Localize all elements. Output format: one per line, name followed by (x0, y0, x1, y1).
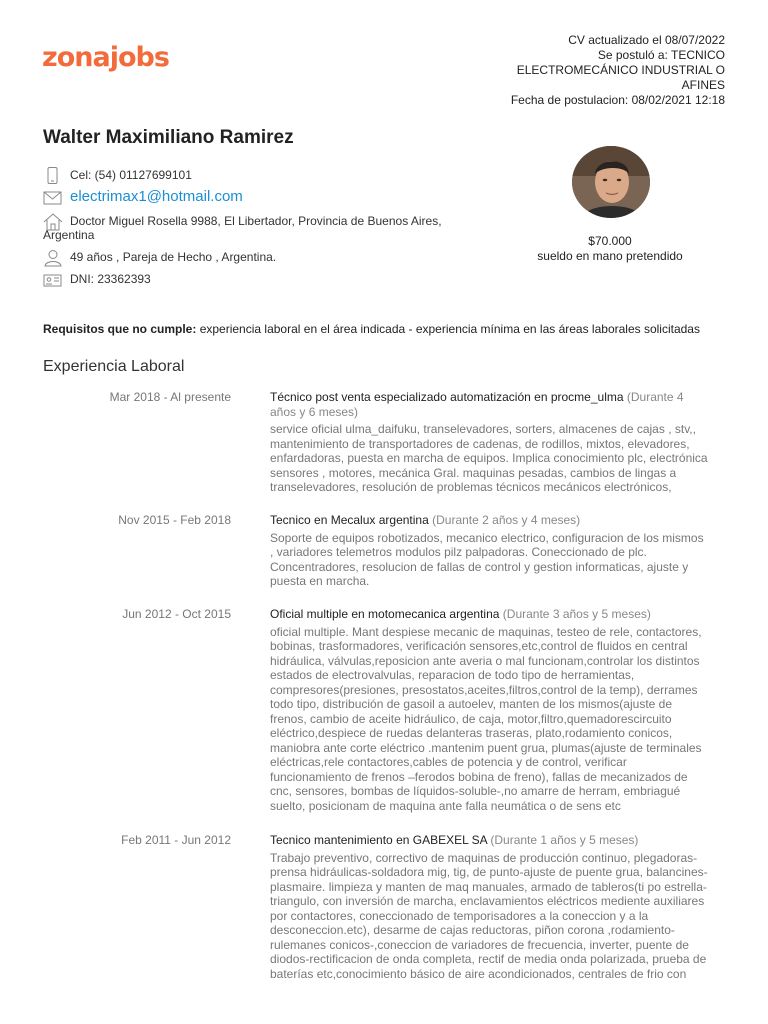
job-body (270, 833, 710, 981)
job-duration: (Durante 3 años y 5 meses) (502, 607, 651, 621)
job-description: service oficial ulma_daifuku, transelevadores, sorters, almacenes de cajas , stv,, mantenimiento de transportadores de cadenas, de rodillos, mixtos, elevadores, enfardadoras, puesta en marcha de equipos. Implica conocimiento plc, electrónica sensores , motores, mecánica Gral. maquinas pesadas, cambios de lingas a transelevadores, resolución de problemas técnicos mecánicos electrónicos, (270, 422, 708, 494)
salary-label: sueldo en mano pretendido (537, 249, 683, 263)
dni-text: DNI: 23362393 (70, 272, 151, 286)
job-description: Trabajo preventivo, correctivo de maquinas de producción continuo, plegadoras-prensa hidráulicas-soldadora mig, tig, de punto-ajuste de puente grua, balancines-plasmaire. limpieza y manten de maq manuales, armado de tableros(ti po estrella-triangulo, con inversión de marcha, enclavamientos eléctricos mediente auxiliares por contactores, coneccionado de temporisadores a la coneccion y a la desconeccion.etc), desarme de cajas reductoras, piñon corona ,rodamiento-rulemanes conicos-,coneccion de variadores de frecuencia, inverter, puente de diodos-rectificacion de onda completa, rectif de media onda polarizada, prueba de baterías etc,conocimiento básico de aire acondicionados, centrales de frio con (270, 850, 708, 981)
job-duration: (Durante 1 años y 5 meses) (490, 833, 639, 847)
job-period: Feb 2011 - Jun 2012 (121, 833, 231, 847)
job-body (270, 607, 710, 813)
unmet-requirements (43, 322, 733, 336)
candidate-photo (572, 146, 650, 218)
home-icon (43, 213, 63, 231)
section-title-experience: Experiencia Laboral (43, 358, 185, 375)
cv-updated: CV actualizado el 08/07/2022 (568, 33, 725, 47)
address-row (43, 214, 463, 242)
email-row (43, 190, 243, 204)
requirements-label: Requisitos que no cumple: (43, 322, 197, 336)
job-period: Nov 2015 - Feb 2018 (118, 513, 231, 527)
candidate-photo-image (572, 146, 650, 218)
job-title: Tecnico mantenimiento en GABEXEL SA (270, 833, 488, 847)
dni-row (43, 272, 151, 286)
applied-to-line1: Se postuló a: TECNICO (597, 48, 725, 62)
job-period: Jun 2012 - Oct 2015 (122, 607, 231, 621)
person-icon (43, 249, 63, 267)
applied-to-line3: AFINES (681, 78, 725, 92)
job-description: oficial multiple. Mant despiese mecanic de maquinas, testeo de rele, contactores, bobinas, trasformadores, verificación sensores,etc,control de fluidos en central hidráulica, válvulas,reposicion ante averia o mal funcionam,controlar los distintos estados de electrovalvulas, reparacion de todo tipo de herramientas, compresores(presiones, presostatos,aceites,filtros,control de la temp), derrames todo tipo, distribución de gasoil a autoelev, manten de los mismos(ajuste de frenos, cambio de aceite hidráulico, de caja, motor,filtro,quemadorescircuito eléctrico,despiece de ruedas delanteras traseras, plato,rodamiento conicos, maniobra ante corte eléctrico .mantenim puent grua, plumas(ajuste de terminales eléctricas,rele contactores,cables de potencia y de control, verificar funcionamiento de frenos –ferodos bobina de freno), fallas de mecanizados de cnc, sensores, bombas de líquidos-soluble-,no amarre de herram, embriagué suelto, posicionam de maquina ante falla neumática o de sens etc (270, 624, 702, 813)
personal-row (43, 250, 276, 264)
job-duration: (Durante 4 años y 6 meses) (270, 390, 684, 419)
job-period: Mar 2018 - Al presente (109, 390, 231, 404)
applied-to-line2: ELECTROMECÁNICO INDUSTRIAL O (516, 63, 725, 77)
job-title: Oficial multiple en motomecanica argentina (270, 607, 500, 621)
job-duration: (Durante 2 años y 4 meses) (432, 513, 581, 527)
job-body (270, 513, 710, 589)
phone-number: Cel: (54) 01127699101 (70, 168, 192, 182)
job-title: Tecnico en Mecalux argentina (270, 513, 429, 527)
personal-info: 49 años , Pareja de Hecho , Argentina. (70, 250, 277, 264)
logo-text: zonajobs (42, 42, 169, 73)
application-date: Fecha de postulacion: 08/02/2021 12:18 (510, 93, 725, 107)
requirements-text: experiencia laboral en el área indicada - experiencia mínima en las áreas laborales solicitadas (199, 322, 700, 336)
envelope-icon (43, 189, 63, 207)
address-text: Doctor Miguel Rosella 9988, El Libertador, Provincia de Buenos Aires, Argentina (43, 214, 442, 242)
job-description: Soporte de equipos robotizados, mecanico electrico, configuracion de los mismos , variadores telemetros modulos pilz palpadoras. Coneccionado de plc. Concentradores, resolucion de fallas de control y gestion informaticas, ajuste y puesta en marcha. (270, 530, 704, 588)
job-title: Técnico post venta especializado automatización en procme_ulma (270, 390, 624, 404)
phone-row (43, 168, 192, 182)
candidate-name: Walter Maximiliano Ramirez (43, 127, 294, 148)
phone-icon (43, 167, 63, 185)
email-link[interactable]: electrimax1@hotmail.com (70, 188, 243, 205)
job-body (270, 390, 710, 495)
id-card-icon (43, 271, 63, 289)
salary-block (520, 234, 700, 264)
zonajobs-logo (42, 34, 172, 80)
salary-amount: $70.000 (588, 234, 632, 248)
application-meta (465, 33, 725, 108)
